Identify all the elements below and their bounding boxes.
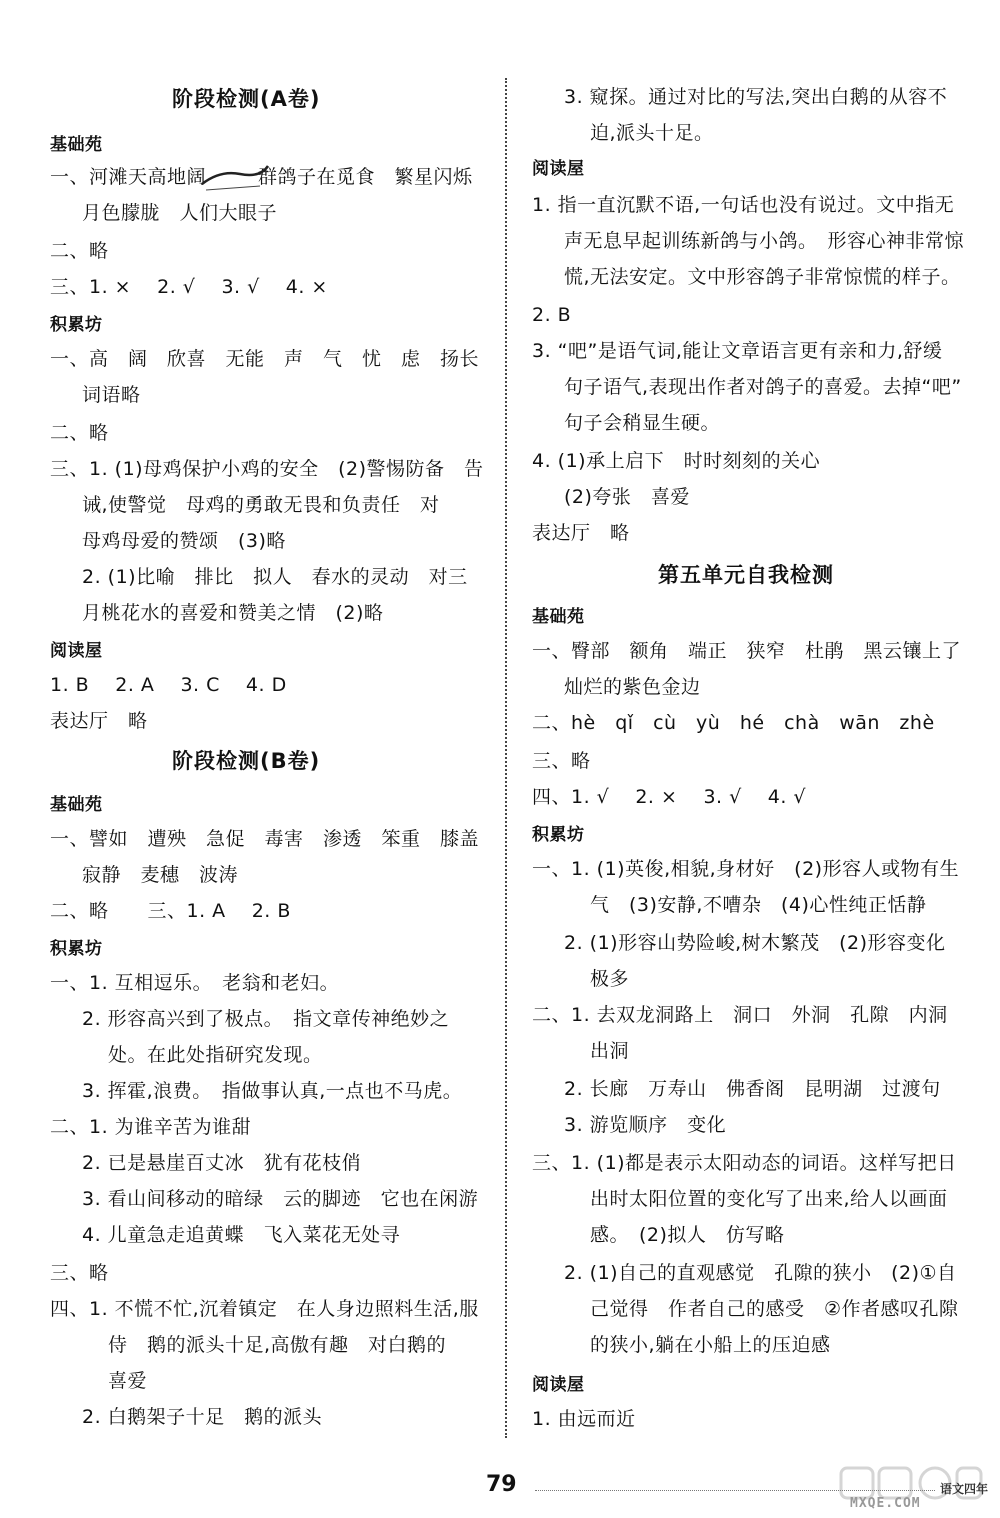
answer-line: 4. 儿童急走追黄蝶 飞入菜花无处寻 xyxy=(82,1224,401,1246)
section-title-b: 阶段检测(B卷) xyxy=(172,749,321,773)
answer-line: 词语略 xyxy=(82,384,141,406)
answer-line: 寂静 麦穗 波涛 xyxy=(82,864,239,886)
answer-line: 2. 形容高兴到了极点。 指文章传神绝妙之 xyxy=(82,1008,450,1030)
heading-jichuyuan: 基础苑 xyxy=(50,795,103,815)
answer-line: 三、略 xyxy=(532,750,591,772)
answer-line: 2. 长廊 万寿山 佛香阁 昆明湖 过渡句 xyxy=(564,1078,941,1100)
answer-line: 月色朦胧 人们大眼子 xyxy=(82,202,278,224)
answer-line: 二、略 三、1. A 2. B xyxy=(50,900,291,922)
answer-line: 4. (1)承上启下 时时刻刻的关心 xyxy=(532,450,821,472)
answer-line: 2. B xyxy=(532,304,572,326)
answer-line: 四、1. 不慌不忙,沉着镇定 在人身边照料生活,服 xyxy=(50,1298,479,1320)
answer-line: 三、1. (1)都是表示太阳动态的词语。这样写把日 xyxy=(532,1152,957,1174)
answer-line: 1. 由远而近 xyxy=(532,1408,636,1430)
answer-line: 声无息早起训练新鸽与小鸽。 形容心神非常惊 xyxy=(564,230,965,252)
answer-line: 2. (1)形容山势险峻,树木繁茂 (2)形容变化 xyxy=(564,932,946,954)
heading-jileifang: 积累坊 xyxy=(50,315,103,335)
answer-line: 二、略 xyxy=(50,240,109,262)
answer-line: 出洞 xyxy=(590,1040,630,1062)
answer-line: 3. 窥探。通过对比的写法,突出白鹅的从容不 xyxy=(564,86,948,108)
answer-line: 灿烂的紫色金边 xyxy=(564,676,701,698)
heading-jileifang: 积累坊 xyxy=(532,825,585,845)
answer-line: 诫,使警觉 母鸡的勇敢无畏和负责任 对 xyxy=(82,494,440,516)
answer-line: 母鸡母爱的赞颂 (3)略 xyxy=(82,530,286,552)
answer-line: 三、略 xyxy=(50,1262,109,1284)
answer-line: 1. 指一直沉默不语,一句话也没有说过。文中指无 xyxy=(532,194,955,216)
answer-line: 表达厅 略 xyxy=(532,522,630,544)
answer-line: 气 (3)安静,不嘈杂 (4)心性纯正恬静 xyxy=(590,894,927,916)
answer-line: 二、1. 去双龙洞路上 洞口 外洞 孔隙 内洞 xyxy=(532,1004,948,1026)
answer-line: 一、河滩天高地阔 xyxy=(50,166,207,188)
answer-line: 3. 游览顺序 变化 xyxy=(564,1114,727,1136)
answer-line: 处。在此处指研究发现。 xyxy=(108,1044,323,1066)
answer-line: 2. (1)自己的直观感觉 孔隙的狭小 (2)①自 xyxy=(564,1262,957,1284)
answer-line: 己觉得 作者自己的感受 ②作者感叹孔隙 xyxy=(590,1298,959,1320)
answer-line: 三、1. × 2. √ 3. √ 4. × xyxy=(50,276,328,298)
answer-line: 感。 (2)拟人 仿写略 xyxy=(590,1224,785,1246)
answer-line: 3. “吧”是语气词,能让文章语言更有亲和力,舒缓 xyxy=(532,340,943,362)
answer-line: 二、略 xyxy=(50,422,109,444)
answer-line: 三、1. (1)母鸡保护小鸡的安全 (2)警惕防备 告 xyxy=(50,458,484,480)
watermark-text: MXQE.COM xyxy=(850,1496,921,1511)
answer-line: 迫,派头十足。 xyxy=(590,122,714,144)
answer-line: 3. 看山间移动的暗绿 云的脚迹 它也在闲游 xyxy=(82,1188,479,1210)
answer-line: 一、譬如 遭殃 急促 毒害 渗透 笨重 膝盖 xyxy=(50,828,480,850)
answer-line: 一、臀部 额角 端正 狭窄 杜鹃 黑云镶上了 xyxy=(532,640,962,662)
answer-line: 一、1. 互相逗乐。 老翁和老妇。 xyxy=(50,972,340,994)
heading-yueduwu: 阅读屋 xyxy=(532,1375,585,1395)
heading-jileifang: 积累坊 xyxy=(50,939,103,959)
column-divider xyxy=(505,78,507,1438)
answer-line: 喜爱 xyxy=(108,1370,148,1392)
heading-jichuyuan: 基础苑 xyxy=(50,135,103,155)
answer-line: 慌,无法安定。文中形容鸽子非常惊慌的样子。 xyxy=(564,266,961,288)
answer-line: 句子会稍显生硬。 xyxy=(564,412,721,434)
answer-line: 2. 白鹅架子十足 鹅的派头 xyxy=(82,1406,323,1428)
heading-jichuyuan: 基础苑 xyxy=(532,607,585,627)
answer-line: 的狭小,躺在小船上的压迫感 xyxy=(590,1334,831,1356)
answer-line: 表达厅 略 xyxy=(50,710,148,732)
subject-label: 语文四年 xyxy=(940,1482,989,1496)
heading-yueduwu: 阅读屋 xyxy=(50,641,103,661)
answer-line: 1. B 2. A 3. C 4. D xyxy=(50,674,287,696)
answer-line: 四、1. √ 2. × 3. √ 4. √ xyxy=(532,786,807,808)
answer-line: 出时太阳位置的变化写了出来,给人以画面 xyxy=(590,1188,948,1210)
answer-line: 3. 挥霍,浪费。 指做事认真,一点也不马虎。 xyxy=(82,1080,463,1102)
heading-yueduwu: 阅读屋 xyxy=(532,159,585,179)
section-title-unit5: 第五单元自我检测 xyxy=(658,563,834,587)
handwritten-scribble xyxy=(200,160,270,200)
answer-line: 群鸽子在觅食 繁星闪烁 xyxy=(258,166,473,188)
answer-line: 月桃花水的喜爱和赞美之情 (2)略 xyxy=(82,602,384,624)
answer-line: 二、1. 为谁辛苦为谁甜 xyxy=(50,1116,252,1138)
answer-line: 句子语气,表现出作者对鸽子的喜爱。去掉“吧” xyxy=(564,376,962,398)
answer-line: (2)夸张 喜爱 xyxy=(564,486,690,508)
section-title-a: 阶段检测(A卷) xyxy=(172,87,321,111)
answer-line: 一、高 阔 欣喜 无能 声 气 忧 虑 扬长 xyxy=(50,348,480,370)
answer-line: 侍 鹅的派头十足,高傲有趣 对白鹅的 xyxy=(108,1334,447,1356)
answer-line: 2. 已是悬崖百丈冰 犹有花枝俏 xyxy=(82,1152,362,1174)
pinyin-answers: 二、hè qǐ cù yù hé chà wān zhè xyxy=(532,712,935,734)
answer-line: 极多 xyxy=(590,968,630,990)
answer-line: 一、1. (1)英俊,相貌,身材好 (2)形容人或物有生 xyxy=(532,858,960,880)
page-number: 79 xyxy=(486,1472,517,1497)
answer-line: 2. (1)比喻 排比 拟人 春水的灵动 对三 xyxy=(82,566,468,588)
